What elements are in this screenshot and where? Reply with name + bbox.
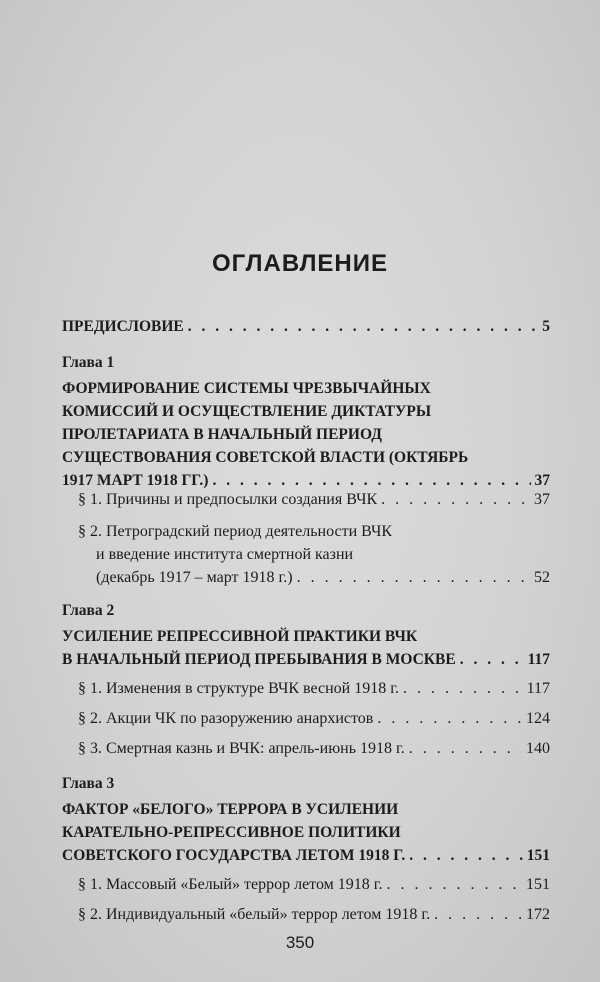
chapter-title-line: 1917 МАРТ 1918 ГГ.)	[62, 472, 209, 489]
chapter-title-line: КОМИССИЙ И ОСУЩЕСТВЛЕНИЕ ДИКТАТУРЫ	[62, 403, 432, 420]
toc-page-number: 151	[526, 847, 550, 864]
section-title: (декабрь 1917 – март 1918 г.)	[96, 569, 293, 586]
toc-entry-section	[78, 874, 550, 896]
toc-page-number: 117	[527, 651, 550, 668]
toc-entry-section	[78, 520, 550, 589]
section-title: § 1. Изменения в структуре ВЧК весной 1918 г.	[78, 680, 399, 697]
leader-dots	[434, 904, 522, 926]
leader-dots	[381, 489, 530, 511]
toc-page-number: 5	[542, 318, 550, 335]
toc-entry-title: ПРЕДИСЛОВИЕ	[62, 318, 184, 335]
toc-entry-section	[78, 738, 550, 760]
toc-page-number: 52	[534, 569, 550, 586]
toc-page-number: 37	[534, 472, 550, 489]
toc-entry-chapter-3	[62, 798, 550, 867]
chapter-title-line: КАРАТЕЛЬНО-РЕПРЕССИВНОЕ ПОЛИТИКИ	[62, 824, 401, 841]
chapter-title-line: СОВЕТСКОГО ГОСУДАРСТВА ЛЕТОМ 1918 Г.	[62, 847, 406, 864]
page-number: 350	[285, 933, 315, 952]
chapter-label: Глава 2	[62, 602, 115, 619]
toc-entry-preface	[62, 316, 550, 338]
toc-page-number: 37	[534, 491, 550, 508]
chapter-label: Глава 1	[62, 354, 115, 371]
toc-page-number: 140	[526, 740, 550, 757]
toc-entry-section	[78, 489, 550, 511]
section-title: § 2. Петроградский период деятельности ВЧК	[78, 523, 393, 540]
chapter-title-line: ФАКТОР «БЕЛОГО» ТЕРРОРА В УСИЛЕНИИ	[62, 801, 399, 818]
leader-dots	[387, 874, 522, 896]
leader-dots	[188, 316, 539, 338]
toc-entry-chapter-2	[62, 625, 550, 671]
chapter-title-line: УСИЛЕНИЕ РЕПРЕССИВНОЙ ПРАКТИКИ ВЧК	[62, 628, 418, 645]
toc-page-number: 117	[526, 680, 550, 697]
toc-entry-section	[78, 678, 550, 700]
toc-page-number: 151	[526, 876, 550, 893]
toc-entry-chapter-1	[62, 377, 550, 492]
toc-entry-section	[78, 708, 550, 730]
section-title: и введение института смертной казни	[96, 546, 354, 563]
toc-page-number: 172	[526, 906, 550, 923]
section-title: § 1. Массовый «Белый» террор летом 1918 г.	[78, 876, 383, 893]
chapter-title-line: В НАЧАЛЬНЫЙ ПЕРИОД ПРЕБЫВАНИЯ В МОСКВЕ	[62, 651, 456, 668]
leader-dots	[409, 738, 522, 760]
section-title: § 1. Причины и предпосылки создания ВЧК	[78, 491, 378, 508]
toc-page-number: 124	[526, 710, 550, 727]
chapter-title-line: ФОРМИРОВАНИЕ СИСТЕМЫ ЧРЕЗВЫЧАЙНЫХ	[62, 380, 431, 397]
leader-dots	[377, 708, 522, 730]
chapter-title-line: ПРОЛЕТАРИАТА В НАЧАЛЬНЫЙ ПЕРИОД	[62, 426, 382, 443]
section-title: § 2. Индивидуальный «белый» террор летом 1918 г.	[78, 906, 431, 923]
chapter-title-line: СУЩЕСТВОВАНИЯ СОВЕТСКОЙ ВЛАСТИ (ОКТЯБРЬ	[62, 449, 469, 466]
toc-entry-section	[78, 904, 550, 926]
leader-dots	[409, 844, 523, 867]
page-heading: ОГЛАВЛЕНИЕ	[211, 250, 389, 277]
section-title: § 2. Акции ЧК по разоружению анархистов	[78, 710, 374, 727]
chapter-label: Глава 3	[62, 775, 115, 792]
leader-dots	[403, 678, 523, 700]
leader-dots	[460, 648, 524, 671]
leader-dots	[297, 566, 530, 589]
section-title: § 3. Смертная казнь и ВЧК: апрель-июнь 1918 г.	[78, 740, 405, 757]
